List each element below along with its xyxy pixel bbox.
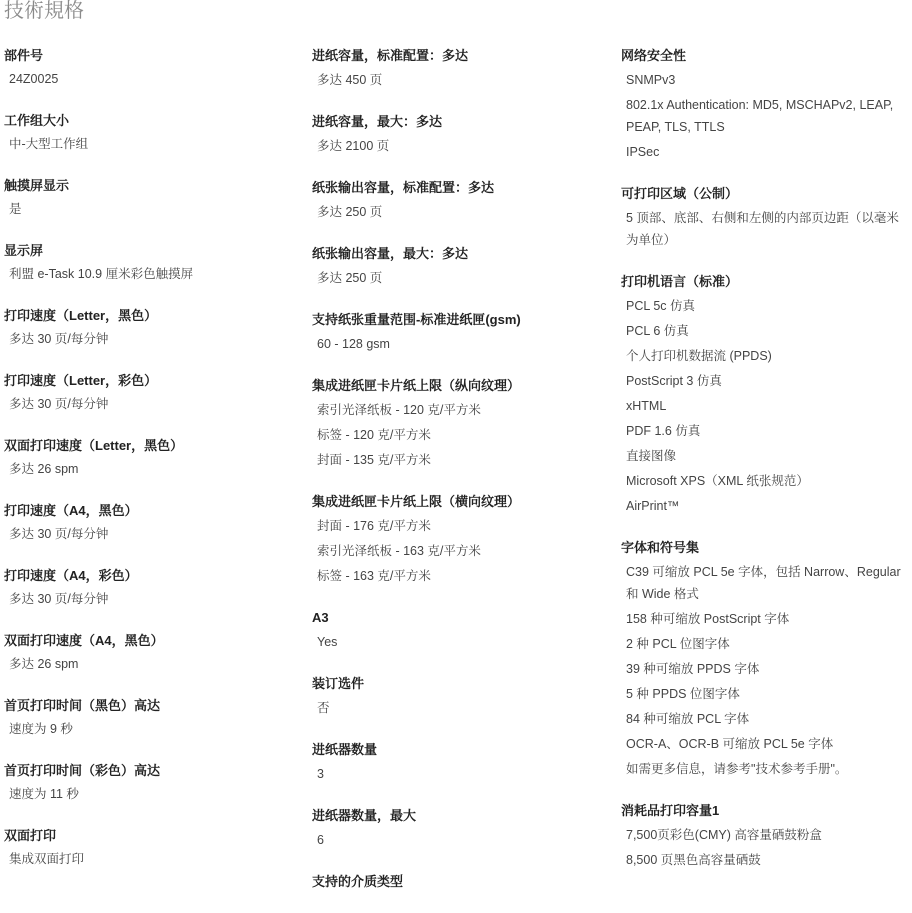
- spec-item: [4, 632, 304, 675]
- spec-item: [312, 675, 612, 719]
- spec-label: 装订选件: [312, 676, 365, 691]
- spec-item: [4, 177, 304, 220]
- spec-value: AirPrint™: [626, 499, 680, 513]
- spec-value: 直接图像: [626, 449, 677, 463]
- spec-value: Yes: [317, 635, 338, 649]
- spec-value: 多达 2100 页: [317, 139, 390, 153]
- spec-value: 5 顶部、底部、右侧和左侧的内部页边距（以毫米为单位）: [626, 211, 899, 247]
- spec-value: 标签 - 163 克/平方米: [317, 569, 431, 583]
- spec-value: PostScript 3 仿真: [626, 374, 722, 388]
- spec-item: [4, 567, 304, 610]
- spec-value: 多达 250 页: [317, 205, 383, 219]
- spec-label: 集成进纸匣卡片纸上限（横向纹理）: [312, 494, 521, 509]
- spec-value: 中-大型工作组: [9, 137, 89, 151]
- spec-value: 802.1x Authentication: MD5, MSCHAPv2, LEAP, PEAP, TLS, TTLS: [626, 98, 894, 134]
- spec-label: 首页打印时间（黑色）高达: [4, 698, 161, 713]
- spec-item: [312, 47, 612, 91]
- spec-value: 封面 - 135 克/平方米: [317, 453, 431, 467]
- spec-value: xHTML: [626, 399, 667, 413]
- spec-value: 个人打印机数据流 (PPDS): [626, 349, 772, 363]
- spec-item: [4, 307, 304, 350]
- spec-item: [312, 113, 612, 157]
- spec-label: 进纸器数量: [312, 742, 378, 757]
- spec-value: 速度为 9 秒: [9, 722, 73, 736]
- spec-label: 触摸屏显示: [4, 178, 70, 193]
- spec-item: [312, 245, 612, 289]
- spec-item: [4, 112, 304, 155]
- spec-value: 标签 - 120 克/平方米: [317, 428, 431, 442]
- spec-label: 工作组大小: [4, 113, 70, 128]
- spec-value: 否: [317, 701, 330, 715]
- spec-value: 索引光泽纸板 - 120 克/平方米: [317, 403, 481, 417]
- spec-item: [312, 741, 612, 785]
- spec-column-3: [621, 47, 911, 893]
- spec-item: [312, 179, 612, 223]
- spec-label: 打印速度（Letter，黑色）: [4, 308, 158, 323]
- spec-label: 网络安全性: [621, 48, 687, 63]
- spec-item: [621, 273, 911, 517]
- spec-label: 部件号: [4, 48, 44, 63]
- spec-column-2: [312, 47, 612, 913]
- spec-label: 进纸容量，标准配置：多达: [312, 48, 469, 63]
- spec-label: 支持的介质类型: [312, 874, 404, 889]
- spec-item: [621, 802, 911, 871]
- page-title: 技術規格: [4, 0, 84, 22]
- spec-value: 5 种 PPDS 位图字体: [626, 687, 740, 701]
- spec-item: [621, 185, 911, 251]
- spec-value: 2 种 PCL 位图字体: [626, 637, 730, 651]
- spec-item: [4, 372, 304, 415]
- spec-label: 双面打印: [4, 828, 57, 843]
- spec-value: 封面 - 176 克/平方米: [317, 519, 431, 533]
- spec-value: 索引光泽纸板 - 163 克/平方米: [317, 544, 481, 558]
- spec-label: 字体和符号集: [621, 540, 700, 555]
- spec-value: 8,500 页黑色高容量硒鼓: [626, 853, 761, 867]
- spec-value: 多达 26 spm: [9, 462, 79, 476]
- spec-value: PCL 6 仿真: [626, 324, 689, 338]
- spec-value: IPSec: [626, 145, 660, 159]
- spec-label: 打印速度（Letter，彩色）: [4, 373, 158, 388]
- spec-value: C39 可缩放 PCL 5e 字体，包括 Narrow、Regular 和 Wide 格式: [626, 565, 901, 601]
- spec-value: SNMPv3: [626, 73, 676, 87]
- spec-label: 支持纸张重量范围-标准进纸匣(gsm): [312, 312, 521, 327]
- spec-label: 进纸器数量，最大: [312, 808, 417, 823]
- spec-value: 是: [9, 202, 22, 216]
- spec-label: 打印速度（A4，彩色）: [4, 568, 138, 583]
- spec-value: 多达 250 页: [317, 271, 383, 285]
- spec-item: [4, 437, 304, 480]
- spec-label: 首页打印时间（彩色）高达: [4, 763, 161, 778]
- spec-value: 84 种可缩放 PCL 字体: [626, 712, 750, 726]
- spec-value: 158 种可缩放 PostScript 字体: [626, 612, 790, 626]
- spec-value: 集成双面打印: [9, 852, 85, 866]
- spec-value: PCL 5c 仿真: [626, 299, 696, 313]
- spec-label: 消耗品打印容量1: [621, 803, 720, 818]
- spec-value: 多达 30 页/每分钟: [9, 397, 109, 411]
- spec-value: 3: [317, 767, 324, 781]
- spec-value: 60 - 128 gsm: [317, 337, 390, 351]
- spec-value: 多达 30 页/每分钟: [9, 592, 109, 606]
- spec-label: 显示屏: [4, 243, 44, 258]
- spec-value: 39 种可缩放 PPDS 字体: [626, 662, 760, 676]
- spec-label: 双面打印速度（A4，黑色）: [4, 633, 164, 648]
- spec-value: 多达 30 页/每分钟: [9, 332, 109, 346]
- spec-label: 集成进纸匣卡片纸上限（纵向纹理）: [312, 378, 521, 393]
- spec-item: [4, 242, 304, 285]
- spec-value: 速度为 11 秒: [9, 787, 79, 801]
- spec-label: 纸张输出容量，标准配置：多达: [312, 180, 495, 195]
- spec-value: PDF 1.6 仿真: [626, 424, 701, 438]
- spec-label: 进纸容量，最大：多达: [312, 114, 443, 129]
- spec-item: [4, 827, 304, 870]
- spec-value: 如需更多信息，请参考"技术参考手册"。: [626, 762, 848, 776]
- spec-item: [312, 377, 612, 471]
- spec-item: [4, 47, 304, 90]
- spec-item: [312, 609, 612, 653]
- spec-label: 双面打印速度（Letter，黑色）: [4, 438, 184, 453]
- spec-label: 纸张输出容量，最大：多达: [312, 246, 469, 261]
- spec-label: 可打印区域（公制）: [621, 186, 739, 201]
- spec-item: [4, 697, 304, 740]
- spec-item: [312, 493, 612, 587]
- spec-item: [621, 47, 911, 163]
- spec-value: Microsoft XPS（XML 纸张规范）: [626, 474, 809, 488]
- spec-value: 利盟 e-Task 10.9 厘米彩色触摸屏: [9, 267, 194, 281]
- spec-column-1: [4, 47, 304, 892]
- spec-label: 打印机语言（标准）: [621, 274, 739, 289]
- spec-label: 打印速度（A4，黑色）: [4, 503, 138, 518]
- spec-item: [4, 762, 304, 805]
- spec-value: OCR-A、OCR-B 可缩放 PCL 5e 字体: [626, 737, 834, 751]
- spec-item: [312, 807, 612, 851]
- spec-value: 24Z0025: [9, 72, 59, 86]
- spec-value: 多达 26 spm: [9, 657, 79, 671]
- spec-item: [4, 502, 304, 545]
- spec-label: A3: [312, 610, 329, 625]
- spec-item: [312, 311, 612, 355]
- spec-value: 多达 450 页: [317, 73, 383, 87]
- spec-item: [312, 873, 612, 891]
- spec-value: 6: [317, 833, 324, 847]
- spec-value: 多达 30 页/每分钟: [9, 527, 109, 541]
- spec-value: 7,500页彩色(CMY) 高容量硒鼓粉盒: [626, 828, 822, 842]
- spec-item: [621, 539, 911, 780]
